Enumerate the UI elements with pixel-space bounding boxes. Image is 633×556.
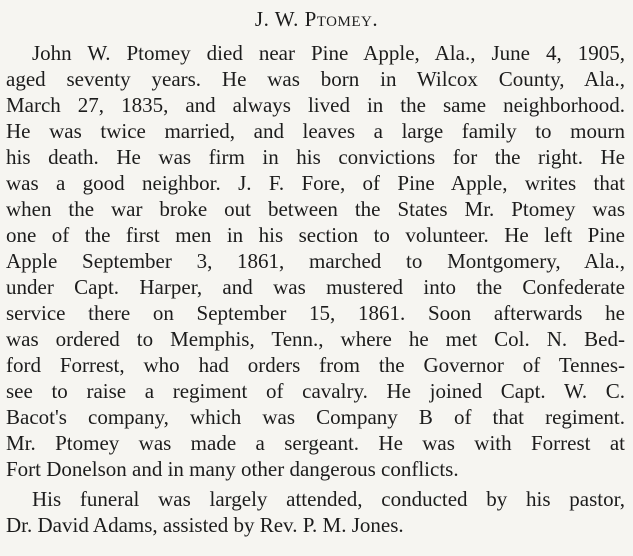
text-line: his death. He was firm in his convictions for the right. He: [6, 145, 625, 169]
text-line: under Capt. Harper, and was mustered into the Confederate: [6, 275, 625, 299]
text-line: was a good neighbor. J. F. Fore, of Pine Apple, writes that: [6, 171, 625, 195]
text-line: Mr. Ptomey was made a sergeant. He was with Forrest at: [6, 431, 625, 455]
text-line: John W. Ptomey died near Pine Apple, Ala., June 4, 1905,: [32, 41, 625, 65]
text-line: aged seventy years. He was born in Wilcox County, Ala.,: [6, 67, 625, 91]
text-line: Bacot's company, which was Company B of that regiment.: [6, 405, 625, 429]
text-line: Fort Donelson and in many other dangerous conflicts.: [6, 457, 459, 481]
text-line: Dr. David Adams, assisted by Rev. P. M. Jones.: [6, 513, 404, 537]
text-line: He was twice married, and leaves a large family to mourn: [6, 119, 625, 143]
text-line: when the war broke out between the States Mr. Ptomey was: [6, 197, 625, 221]
text-line: His funeral was largely attended, conducted by his pastor,: [32, 487, 625, 511]
text-line: see to raise a regiment of cavalry. He joined Capt. W. C.: [6, 379, 625, 403]
text-line: service there on September 15, 1861. Soon afterwards he: [6, 301, 625, 325]
text-line: was ordered to Memphis, Tenn., where he met Col. N. Bed-: [6, 327, 625, 351]
text-line: ford Forrest, who had orders from the Governor of Tennes-: [6, 353, 625, 377]
text-line: Apple September 3, 1861, marched to Montgomery, Ala.,: [6, 249, 625, 273]
article-title: J. W. Ptomey.: [254, 7, 379, 31]
text-line: March 27, 1835, and always lived in the same neighborhood.: [6, 93, 625, 117]
text-line: one of the first men in his section to volunteer. He left Pine: [6, 223, 625, 247]
